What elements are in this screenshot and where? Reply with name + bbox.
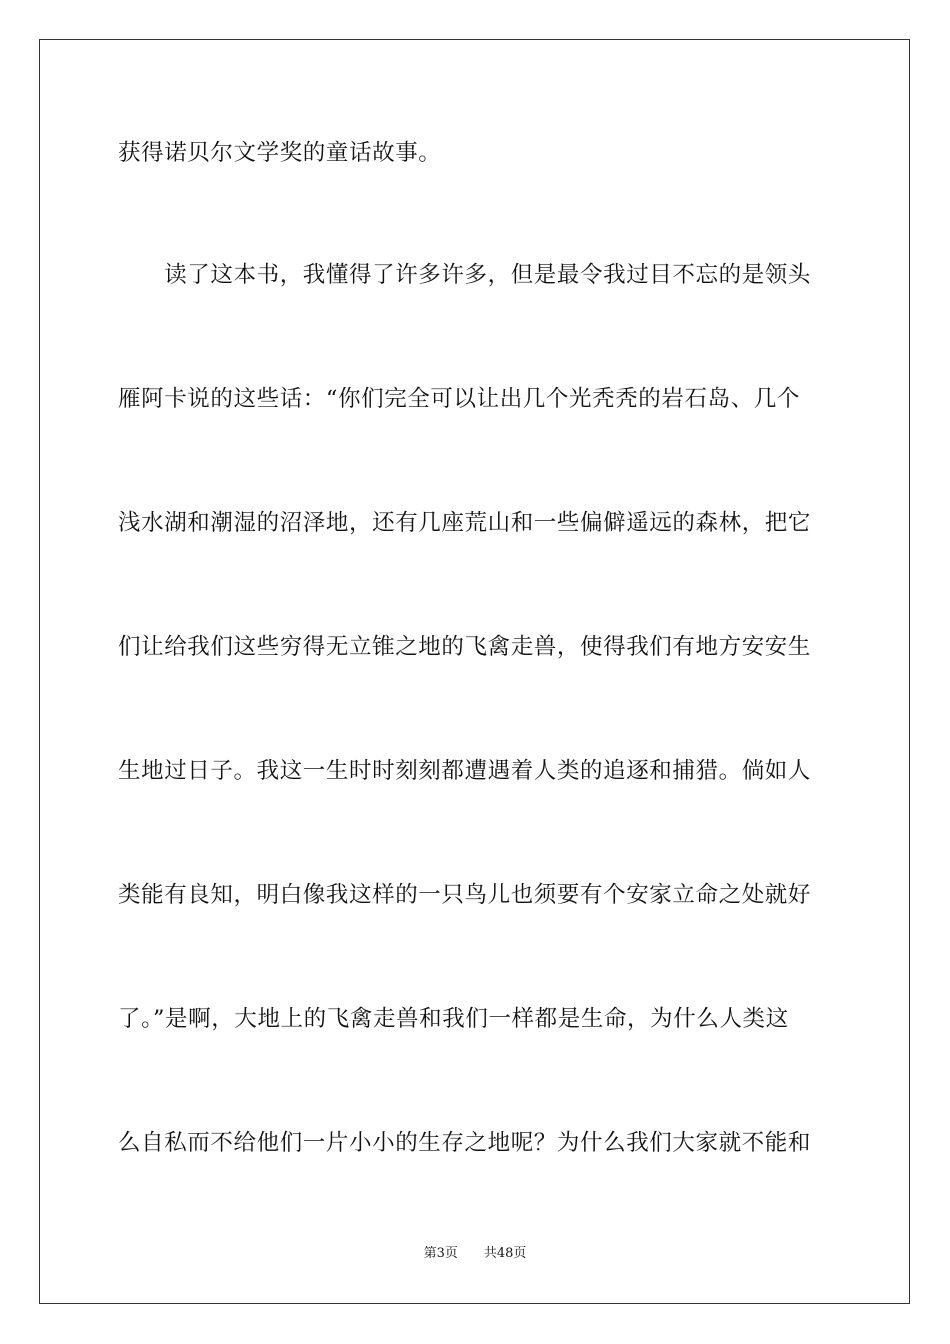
page-footer: [0, 1245, 950, 1263]
text-line: 雁阿卡说的这些话：“你们完全可以让出几个光秃秃的岩石岛、几个: [118, 386, 801, 412]
page-number: 第3页: [423, 1246, 458, 1261]
text-line: 浅水湖和潮湿的沼泽地，还有几座荒山和一些偏僻遥远的森林，把它: [118, 510, 812, 536]
page-border: [39, 39, 910, 1304]
text-line: 们让给我们这些穷得无立锥之地的飞禽走兽，使得我们有地方安安生: [118, 634, 812, 660]
text-line: 类能有良知，明白像我这样的一只鸟儿也须要有个安家立命之处就好: [118, 882, 812, 908]
page-total: 共48页: [483, 1246, 527, 1261]
text-line: 了。”是啊，大地上的飞禽走兽和我们一样都是生命，为什么人类这: [118, 1006, 789, 1032]
text-line: 生地过日子。我这一生时时刻刻都遭遇着人类的追逐和捕猎。倘如人: [118, 758, 812, 784]
text-line: 获得诺贝尔文学奖的童话故事。: [118, 140, 442, 166]
text-line: 读了这本书，我懂得了许多许多，但是最令我过目不忘的是领头: [118, 262, 812, 288]
text-line: 么自私而不给他们一片小小的生存之地呢？为什么我们大家就不能和: [118, 1130, 812, 1156]
